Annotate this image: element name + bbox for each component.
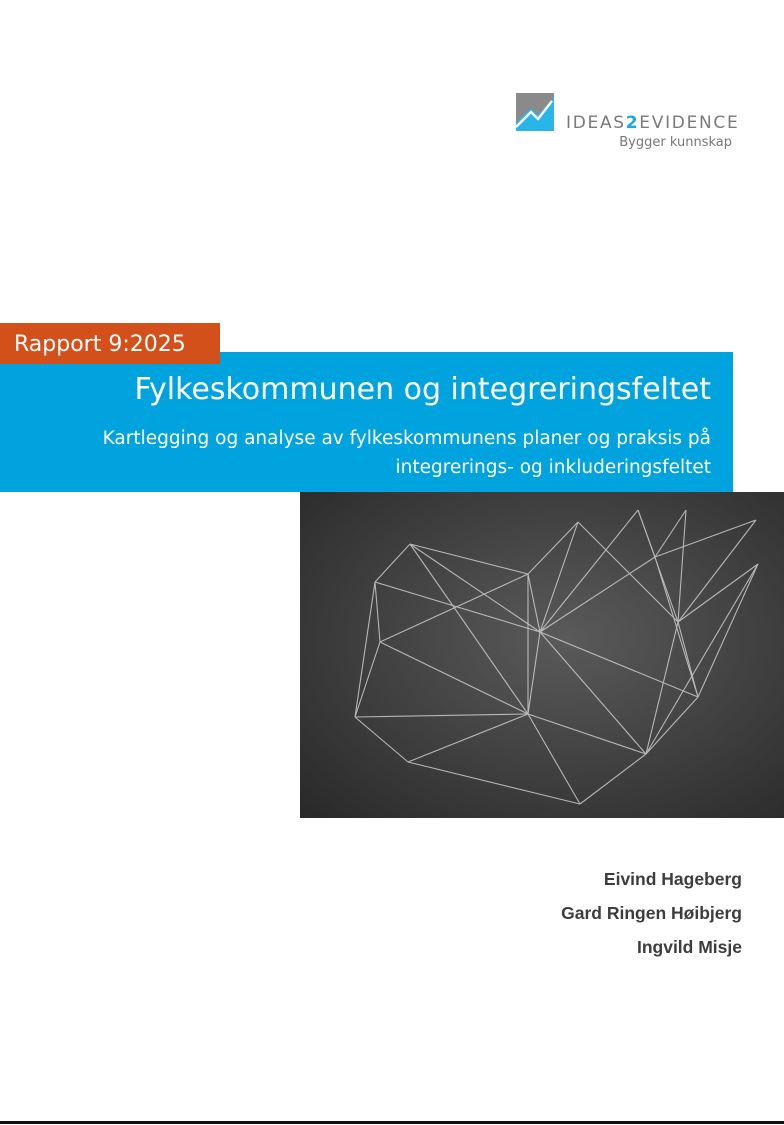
push-pins-network-photo: [300, 492, 784, 818]
chart-arrow-icon: [516, 93, 554, 131]
author-name: Ingvild Misje: [636, 937, 742, 957]
publisher-logo: [516, 93, 746, 153]
logo-wordmark: IDEAS2EVIDENCE: [566, 113, 740, 133]
report-subtitle: Kartlegging og analyse av fylkeskommunens planer og praksis på integrerings- og inkluderingsfeltet: [102, 428, 711, 478]
logo-tagline: Bygger kunnskap: [619, 135, 732, 150]
author-name: Eivind Hageberg: [603, 869, 742, 889]
cover-photo: [300, 492, 784, 818]
author-list: [561, 862, 742, 964]
bottom-rule: [0, 1121, 784, 1124]
author-name: Gard Ringen Høibjerg: [561, 903, 742, 923]
title-band: [0, 352, 733, 492]
report-title: Fylkeskommunen og integreringsfeltet: [134, 372, 711, 407]
report-number-label: Rapport 9:2025: [0, 323, 220, 364]
